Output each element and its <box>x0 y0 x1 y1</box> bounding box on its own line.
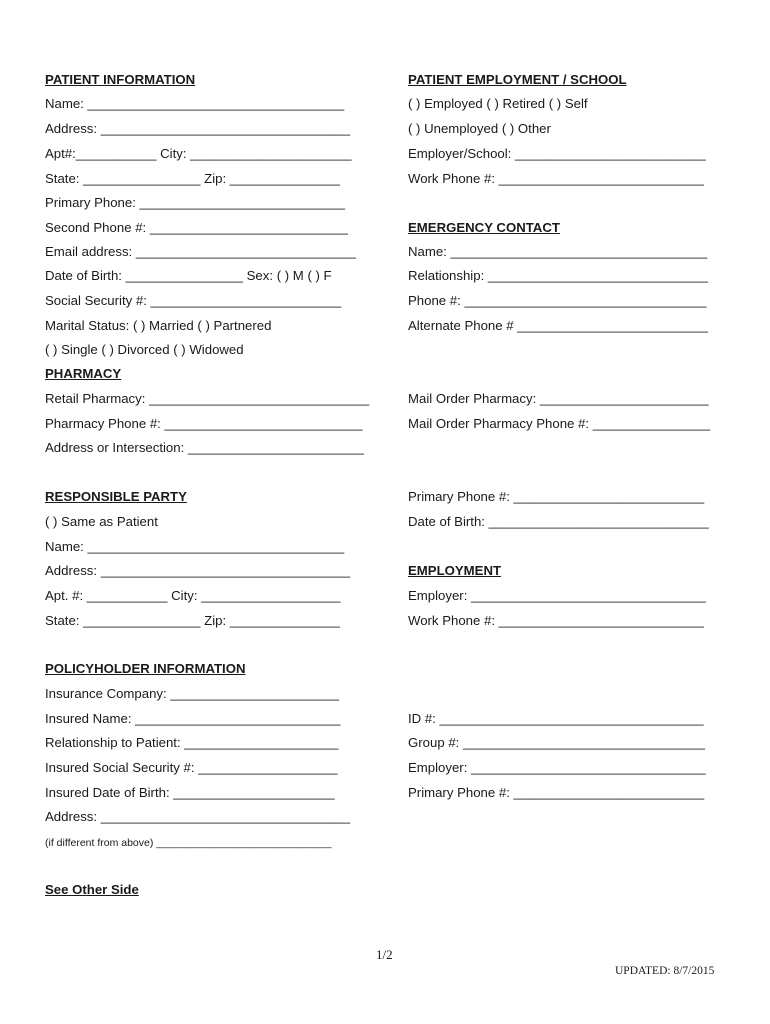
policyholder-heading: POLICYHOLDER INFORMATION <box>45 661 246 676</box>
patient-address-field[interactable]: Address: __________________________________ <box>45 121 351 136</box>
mail-order-pharmacy-phone-field[interactable]: Mail Order Pharmacy Phone #: ________________ <box>408 416 711 431</box>
policyholder-primary-phone-field[interactable]: Primary Phone #: __________________________ <box>408 785 705 800</box>
patient-marital-status-2[interactable]: ( ) Single ( ) Divorced ( ) Widowed <box>45 342 244 357</box>
mail-order-pharmacy-field[interactable]: Mail Order Pharmacy: _______________________ <box>408 391 709 406</box>
policy-id-field[interactable]: ID #: ____________________________________ <box>408 711 704 726</box>
insured-dob-field[interactable]: Insured Date of Birth: ______________________ <box>45 785 335 800</box>
employment-heading: EMPLOYMENT <box>408 563 502 578</box>
emergency-contact-heading: EMERGENCY CONTACT <box>408 220 560 235</box>
policyholder-address-if-different-field[interactable]: (if different from above) ______________________________ <box>45 837 332 849</box>
patient-name-field[interactable]: Name: ___________________________________ <box>45 96 345 111</box>
patient-apt-city-field[interactable]: Apt#:___________ City: ______________________ <box>45 146 352 161</box>
patient-dob-sex-field[interactable]: Date of Birth: ________________ Sex: ( ) M ( ) F <box>45 268 332 283</box>
patient-email-field[interactable]: Email address: ______________________________ <box>45 244 356 259</box>
employment-status-2[interactable]: ( ) Unemployed ( ) Other <box>408 121 551 136</box>
emergency-phone-field[interactable]: Phone #: _________________________________ <box>408 293 707 308</box>
patient-second-phone-field[interactable]: Second Phone #: ___________________________ <box>45 220 348 235</box>
insured-name-field[interactable]: Insured Name: ____________________________ <box>45 711 341 726</box>
responsible-party-heading: RESPONSIBLE PARTY <box>45 489 187 504</box>
same-as-patient-option[interactable]: ( ) Same as Patient <box>45 514 158 529</box>
patient-primary-phone-field[interactable]: Primary Phone: ____________________________ <box>45 195 345 210</box>
responsible-primary-phone-field[interactable]: Primary Phone #: __________________________ <box>408 489 705 504</box>
patient-ssn-field[interactable]: Social Security #: __________________________ <box>45 293 342 308</box>
employer-school-field[interactable]: Employer/School: __________________________ <box>408 146 706 161</box>
policyholder-employer-field[interactable]: Employer: ________________________________ <box>408 760 706 775</box>
responsible-employer-field[interactable]: Employer: ________________________________ <box>408 588 706 603</box>
patient-employment-heading: PATIENT EMPLOYMENT / SCHOOL <box>408 72 627 87</box>
responsible-address-field[interactable]: Address: __________________________________ <box>45 563 351 578</box>
pharmacy-phone-field[interactable]: Pharmacy Phone #: ___________________________ <box>45 416 363 431</box>
see-other-side-note: See Other Side <box>45 882 139 897</box>
patient-work-phone-field[interactable]: Work Phone #: ____________________________ <box>408 171 705 186</box>
patient-information-heading: PATIENT INFORMATION <box>45 72 196 87</box>
pharmacy-address-field[interactable]: Address or Intersection: ________________________ <box>45 440 364 455</box>
policy-group-field[interactable]: Group #: _________________________________ <box>408 735 706 750</box>
responsible-dob-field[interactable]: Date of Birth: ______________________________ <box>408 514 709 529</box>
insured-ssn-field[interactable]: Insured Social Security #: ___________________ <box>45 760 338 775</box>
retail-pharmacy-field[interactable]: Retail Pharmacy: ______________________________ <box>45 391 370 406</box>
updated-date: UPDATED: 8/7/2015 <box>615 965 715 977</box>
relationship-to-patient-field[interactable]: Relationship to Patient: _____________________ <box>45 735 339 750</box>
page-number: 1/2 <box>376 947 393 962</box>
responsible-name-field[interactable]: Name: ___________________________________ <box>45 539 345 554</box>
pharmacy-heading: PHARMACY <box>45 366 122 381</box>
insurance-company-field[interactable]: Insurance Company: _______________________ <box>45 686 340 701</box>
responsible-work-phone-field[interactable]: Work Phone #: ____________________________ <box>408 613 705 628</box>
emergency-name-field[interactable]: Name: ___________________________________ <box>408 244 708 259</box>
patient-state-zip-field[interactable]: State: ________________ Zip: _______________ <box>45 171 340 186</box>
emergency-alt-phone-field[interactable]: Alternate Phone # __________________________ <box>408 318 708 333</box>
responsible-apt-city-field[interactable]: Apt. #: ___________ City: ___________________ <box>45 588 341 603</box>
patient-marital-status-1[interactable]: Marital Status: ( ) Married ( ) Partnered <box>45 318 272 333</box>
employment-status-1[interactable]: ( ) Employed ( ) Retired ( ) Self <box>408 96 588 111</box>
responsible-state-zip-field[interactable]: State: ________________ Zip: _______________ <box>45 613 340 628</box>
emergency-relationship-field[interactable]: Relationship: ______________________________ <box>408 268 708 283</box>
policyholder-address-field[interactable]: Address: __________________________________ <box>45 809 351 824</box>
